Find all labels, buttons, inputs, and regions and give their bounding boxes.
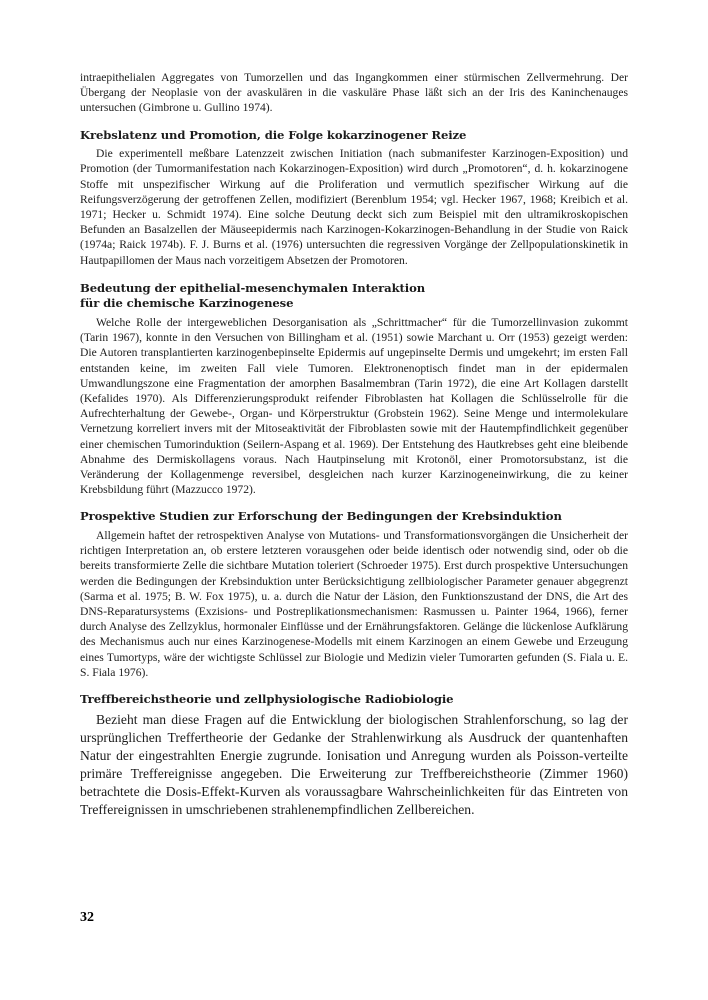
section-paragraph: Die experimentell meßbare Latenzzeit zwischen Initiation (nach submanifester Karzinogen-Exposition) und Promotion (der Tumormanifestation nach Kokarzinogen-Exposition) wird durch „Promotoren“, d. h. kokarzinogene Stoffe mit unspezifischer Wirkung auf die Proliferation und vermutlich spezifischer Wirkung auf die Reifungsverzögerung der getroffenen Zellen, modifiziert (Berenblum 1954; vgl. Hecker 1967, 1968; Kreibich et al. 1971; Hecker u. Schmidt 1974). Eine solche Deutung deckt sich zum Beispiel mit den ultramikroskopischen Befunden an Basalzellen der Mäuseepidermis nach Karzinogen-Kokarzinogen-Behandlung in der Studie von Raick (1974a; Raick 1974b). F. J. Burns et al. (1976) untersuchten die regressiven Vorgänge der Zellpopulationskinetik in Hautpapillomen der Maus nach vorzeitigem Absetzen der Promotoren. — [80, 147, 628, 267]
section-heading-line-1: Bedeutung der epithelial-mesenchymalen Interaktion — [80, 280, 426, 295]
section-heading: Krebslatenz und Promotion, die Folge kokarzinogener Reize — [80, 127, 467, 142]
section-paragraph: Allgemein haftet der retrospektiven Analyse von Mutations- und Transformationsvorgängen die Unsicherheit der richtigen Interpretation an, ob erstere letzteren vorausgehen oder beide identisch oder notwendig sind, oder ob die bereits transformierte Zelle die sichtbare Mutation toleriert (Schroeder 1975). Erst durch prospektive Untersuchungen werden die Bedingungen der Krebsinduktion unter Berücksichtigung zellbiologischer Parameter genauer abgegrenzt (Sarma et al. 1975; B. W. Fox 1975), u. a. durch die Natur der Läsion, den Funktionszustand der DNS, die Art des DNS-Reparatursystems (Exzisions- und Postreplikationsmechanismen: Rasmussen u. Painter 1964, 1966), ferner durch Analyse des Zellzyklus, hormonaler Einflüsse und der Ernährungsfaktoren. Gelänge die lückenlose Aufklärung des Mechanismus auch nur eines Karzinogenese-Modells mit einem Karzinogen an einem Gewebe und Erzeugung eines Tumortyps, wäre der wichtigste Schlüssel zur Biologie und Medizin vieler Tumorarten gefunden (S. Fiala u. E. S. Fiala 1976). — [80, 529, 628, 679]
section-krebslatenz — [80, 128, 628, 268]
page-body — [80, 70, 628, 819]
section-heading: Treffbereichstheorie und zellphysiologische Radiobiologie — [80, 692, 454, 707]
page-number: 32 — [80, 910, 94, 925]
section-heading: Prospektive Studien zur Erforschung der Bedingungen der Krebsinduktion — [80, 509, 562, 524]
section-prospektive-studien — [80, 509, 628, 680]
section-heading-line-2: für die chemische Karzinogenese — [80, 296, 294, 311]
section-paragraph: Welche Rolle der intergeweblichen Desorganisation als „Schrittmacher“ für die Tumorzellinvasion zukommt (Tarin 1967), konnte in den Versuchen von Billingham et al. (1951) sowie Marchant u. Orr (1953) gezeigt werden: Die Autoren transplantierten karzinogenbepinselte Epidermis auf ungepinselte Dermis und umgekehrt; im ersten Fall entstanden keine, im zweiten Fall viele Tumoren. Elektronenoptisch findet man in der epidermalen Umwandlungszone eine Fragmentation der amorphen Basalmembran (Tarin 1972), die eine Art Kollagen darstellt (Kefalides 1970). Als Differenzierungsprodukt reifender Fibroblasten hat Kollagen die Schlüsselrolle für die Aufrechterhaltung der Gewebe-, Organ- und Körperstruktur (Grobstein 1962). Seine Menge und intermolekulare Vernetzung korreliert invers mit der Mitoseaktivität der Fibroblasten sowie mit der Hautempfindlichkeit gegenüber einer chemischen Tumorinduktion (Seilern-Aspang et al. 1969). Der Entstehung des Hautkrebses geht eine bleibende Abnahme des Dermiskollagens voraus. Nach Hautpinselung mit Krotonöl, einer Promotorsubstanz, ist die Veränderung der Kollagenmenge reversibel, desgleichen nach kurzer Karzinogeneinwirkung, die zu keiner Krebsbildung führt (Mazzucco 1972). — [80, 316, 628, 497]
section-paragraph: Bezieht man diese Fragen auf die Entwicklung der biologischen Strahlenforschung, so lag der ursprünglichen Treffertheorie der Gedanke der Strahlenwirkung als Ausdruck der quantenhaften Natur der eingestrahlten Energie zugrunde. Ionisation und Anregung wurden als Poisson-verteilte primäre Treffereignisse angegeben. Die Erweiterung zur Treffbereichstheorie (Zimmer 1960) betrachtete die Dosis-Effekt-Kurven als voraussagbare Wahrscheinlichkeiten für das Eintreten von Treffereignissen in umschriebenen strahlenempfindlichen Zellbereichen. — [80, 711, 628, 817]
intro-paragraph: intraepithelialen Aggregates von Tumorzellen und das Ingangkommen einer stürmischen Zellvermehrung. Der Übergang der Neoplasie von der avaskulären in die vaskuläre Phase läßt sich an der Iris des Kaninchenauges untersuchen (Gimbrone u. Gullino 1974). — [80, 71, 628, 115]
section-heading — [80, 281, 628, 312]
section-epithelial-mesenchymal — [80, 281, 628, 498]
section-treffbereichstheorie — [80, 692, 628, 819]
